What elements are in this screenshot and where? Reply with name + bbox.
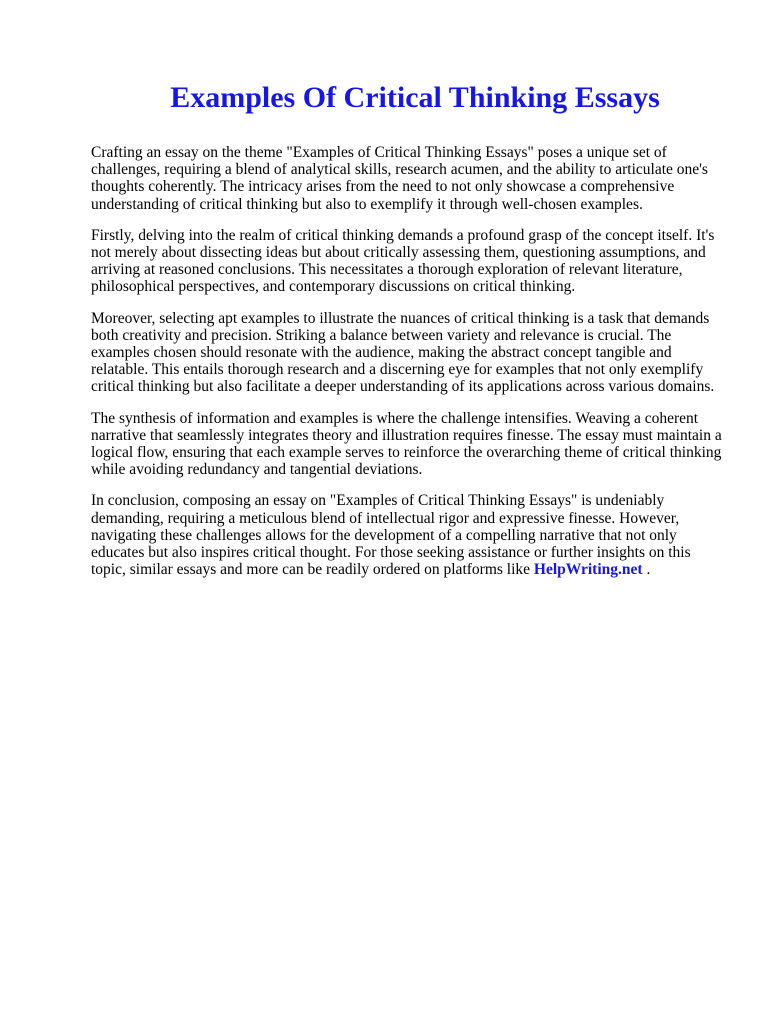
conclusion-paragraph <box>91 492 724 578</box>
paragraph-3: Moreover, selecting apt examples to illustrate the nuances of critical thinking is a task that demands both creativity and precision. Striking a balance between variety and relevance is crucial. The examples chosen should resonate with the audience, making the abstract concept tangible and relatable. This entails thorough research and a discerning eye for examples that not only exemplify critical thinking but also facilitate a deeper understanding of its applications across various domains. <box>91 309 715 396</box>
conclusion-trailing: . <box>642 561 651 579</box>
paragraph-1: Crafting an essay on the theme "Examples of Critical Thinking Essays" poses a unique set of challenges, requiring a blend of analytical skills, research acumen, and the ability to articulate one's thoughts coherently. The intricacy arises from the need to not only showcase a comprehensive understanding of critical thinking but also to exemplify it through well-chosen examples. <box>91 144 708 213</box>
document-body <box>91 144 724 578</box>
paragraph-4: The synthesis of information and examples is where the challenge intensifies. Weaving a coherent narrative that seamlessly integrates theory and illustration requires finesse. The essay must maintain a logical flow, ensuring that each example serves to reinforce the overarching theme of critical thinking while avoiding redundancy and tangential deviations. <box>91 409 722 479</box>
document-title: Examples Of Critical Thinking Essays <box>170 81 660 114</box>
helpwriting-link[interactable]: HelpWriting.net <box>533 561 643 579</box>
paragraph-2: Firstly, delving into the realm of critical thinking demands a profound grasp of the concept itself. It's not merely about dissecting ideas but about critically assessing them, questioning assumptions, and arriving at reasoned conclusions. This necessitates a thorough exploration of relevant literature, philosophical perspectives, and contemporary discussions on critical thinking. <box>91 226 715 296</box>
conclusion-text: In conclusion, composing an essay on "Examples of Critical Thinking Essays" is undeniably demanding, requiring a meticulous blend of intellectual rigor and expressive finesse. However, navigating these challenges allows for the development of a compelling narrative that not only educates but also inspires critical thought. For those seeking assistance or further insights on this topic, similar essays and more can be readily ordered on platforms like <box>91 492 691 579</box>
